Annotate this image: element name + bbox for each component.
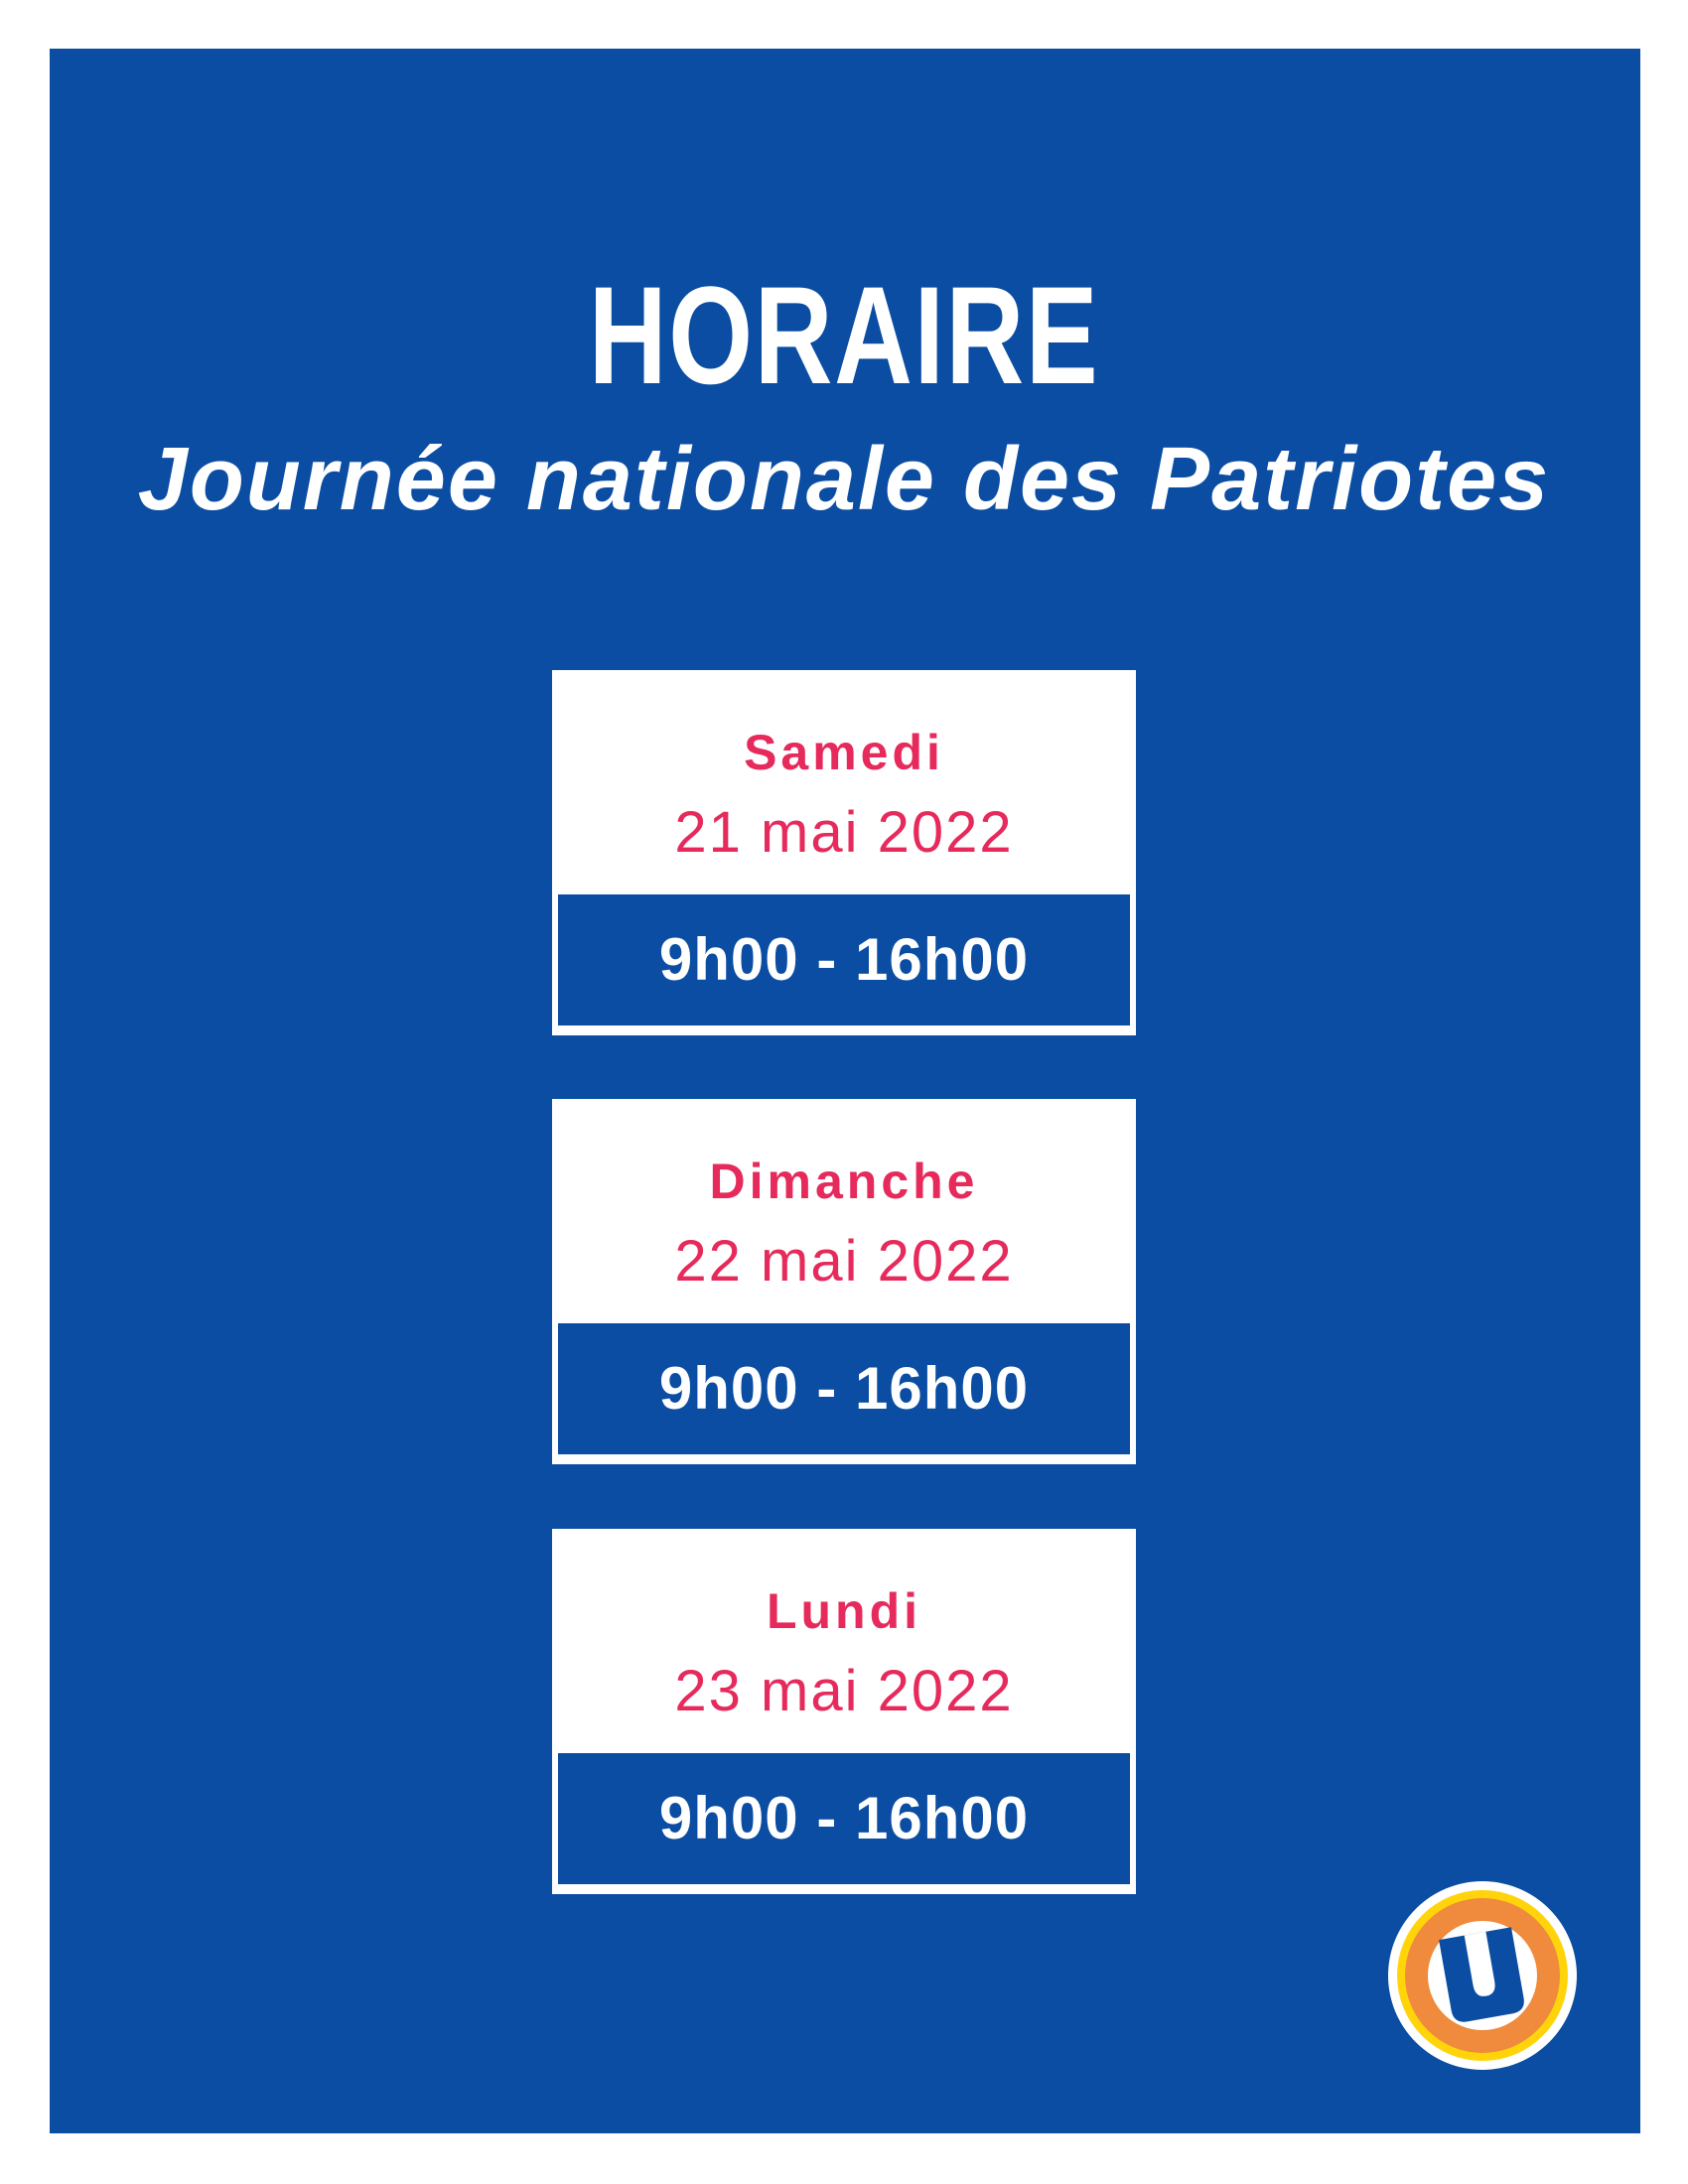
day-label: Dimanche	[709, 1154, 979, 1209]
date-label: 23 mai 2022	[674, 1659, 1014, 1723]
day-label: Lundi	[766, 1583, 922, 1639]
hours-bar	[558, 1753, 1130, 1884]
page-title: HORAIRE	[588, 257, 1100, 413]
page-subtitle: Journée nationale des Patriotes	[137, 430, 1551, 529]
date-label: 22 mai 2022	[674, 1229, 1014, 1294]
u-store-logo-icon	[1388, 1881, 1577, 2070]
hours-label: 9h00 - 16h00	[658, 1355, 1030, 1422]
hours-label: 9h00 - 16h00	[658, 1785, 1030, 1851]
schedule-card-sunday	[552, 1099, 1136, 1464]
date-label: 21 mai 2022	[674, 800, 1014, 865]
hours-bar	[558, 1323, 1130, 1454]
hours-label: 9h00 - 16h00	[658, 926, 1030, 993]
schedule-card-saturday	[552, 670, 1136, 1035]
schedule-card-monday	[552, 1529, 1136, 1894]
hours-bar	[558, 894, 1130, 1025]
day-label: Samedi	[744, 725, 944, 780]
